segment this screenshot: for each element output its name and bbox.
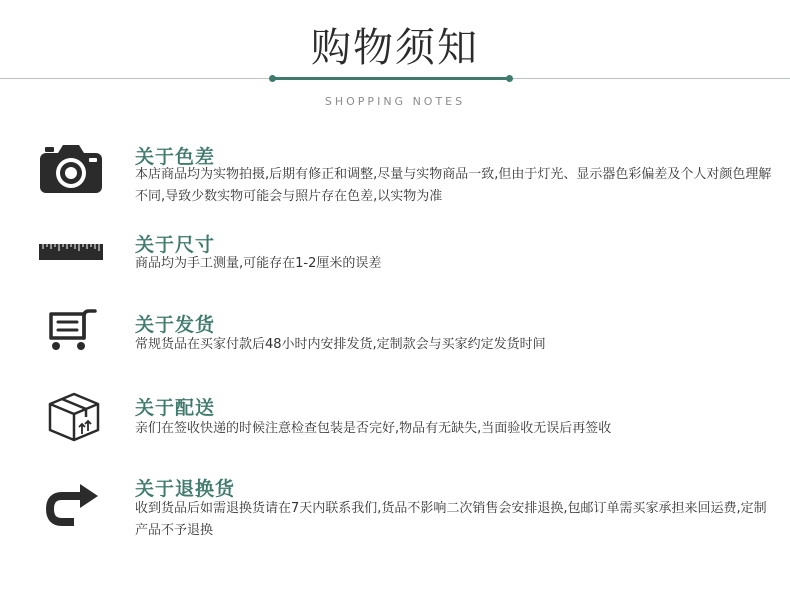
title-divider-accent [272, 77, 510, 80]
note-text: 本店商品均为实物拍摄,后期有修正和调整,尽量与实物商品一致,但由于灯光、显示器色彩偏差及个人对颜色理解不同,导致少数实物可能会与照片存在色差,以实物为准 [135, 167, 772, 204]
note-heading: 关于色差 [135, 146, 216, 168]
divider-dot-left [269, 75, 276, 82]
note-heading: 关于配送 [135, 397, 216, 419]
return-arrow-icon [44, 482, 102, 536]
note-delivery [0, 390, 790, 444]
title-divider-right [510, 78, 790, 79]
ruler-icon [38, 240, 104, 268]
note-returns [0, 472, 790, 544]
package-box-icon [46, 390, 102, 446]
divider-dot-right [506, 75, 513, 82]
page-header [0, 0, 790, 120]
note-heading: 关于退换货 [135, 478, 236, 500]
note-size [0, 228, 790, 278]
note-heading: 关于尺寸 [135, 234, 216, 256]
page-title: 购物须知 [311, 25, 479, 71]
note-text: 亲们在签收快递的时候注意检查包装是否完好,物品有无缺失,当面验收无误后再签收 [135, 421, 612, 436]
page-subtitle: SHOPPING NOTES [324, 95, 466, 108]
title-divider-left [0, 78, 272, 79]
note-text: 常规货品在买家付款后48小时内安排发货,定制款会与买家约定发货时间 [135, 337, 546, 352]
note-heading: 关于发货 [135, 314, 216, 336]
camera-icon [38, 143, 104, 199]
cart-icon [46, 308, 98, 356]
note-text: 收到货品后如需退换货请在7天内联系我们,货品不影响二次销售会安排退换,包邮订单需买家承担来回运费,定制产品不予退换 [135, 501, 767, 538]
note-shipping [0, 308, 790, 358]
note-color-difference [0, 138, 790, 208]
note-text: 商品均为手工测量,可能存在1-2厘米的误差 [135, 256, 382, 271]
